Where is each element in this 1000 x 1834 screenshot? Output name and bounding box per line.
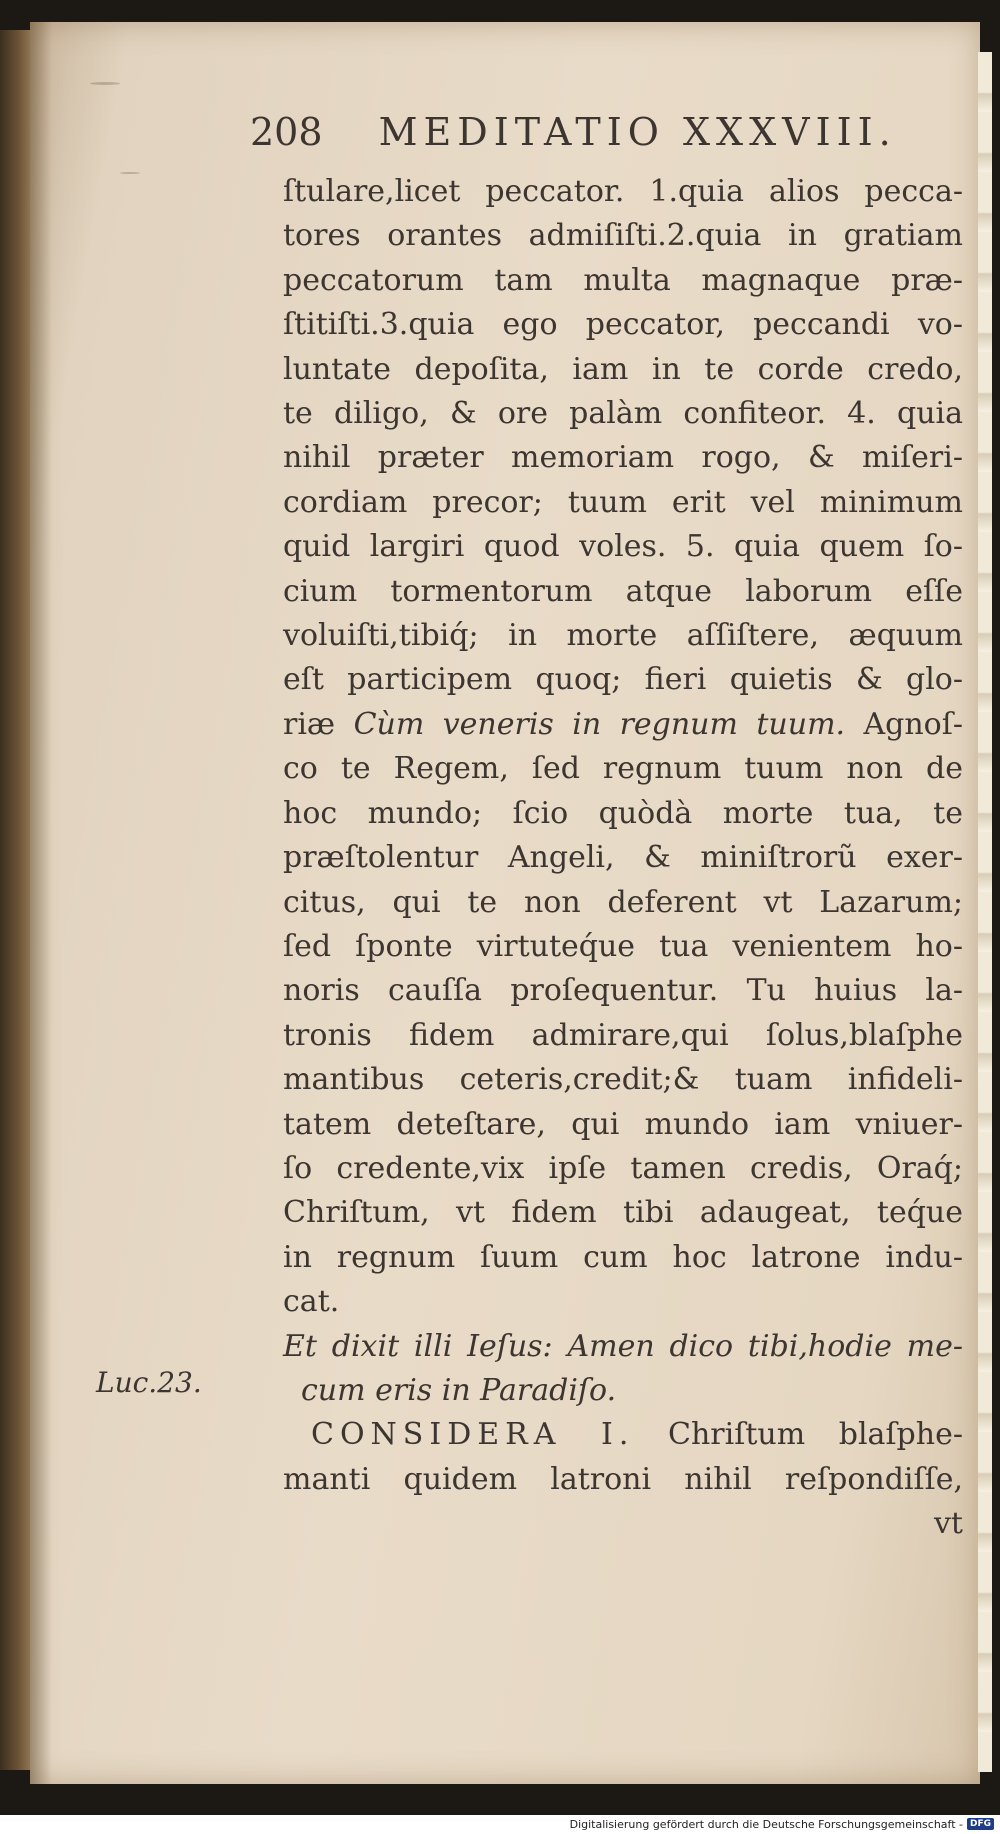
text-line: hoc mundo; ſcio quòdà morte tua, te: [283, 795, 963, 831]
page-edge-right: [978, 52, 992, 1772]
digitization-credit: [570, 1816, 994, 1832]
text-line: citus, qui te non deferent vt Lazarum;: [283, 884, 963, 920]
scripture-line: Et dixit illi Ieſus: Amen dico tibi,hodie me-: [283, 1328, 963, 1364]
dfg-logo: DFG: [967, 1818, 994, 1830]
text-line: mantibus ceteris,credit;& tuam infideli-: [283, 1062, 963, 1098]
text-line: nihil præter memoriam rogo, & miſeri-: [283, 440, 963, 476]
text-line: noris cauſſa proſequentur. Tu huius la-: [283, 973, 963, 1009]
text-line: eſt participem quoq; fieri quietis & glo-: [283, 662, 963, 698]
running-header: [250, 110, 930, 160]
text-line: voluiſti,tibiq́; in morte aſſiſtere, æquum: [283, 618, 963, 654]
page-number: 208: [250, 110, 323, 154]
text-run: Agnoſ-: [863, 706, 963, 742]
book-spine-edge: [0, 30, 30, 1770]
running-title: MEDITATIO XXXVIII.: [378, 110, 897, 154]
text-line: Chriſtum, vt fidem tibi adaugeat, teq́ue: [283, 1195, 963, 1231]
text-line: tatem deteſtare, qui mundo iam vniuer-: [283, 1106, 963, 1142]
text-line: cat.: [283, 1284, 340, 1320]
text-line: te diligo, & ore palàm confiteor. 4. quia: [283, 396, 963, 432]
text-line: co te Regem, ſed regnum tuum non de: [283, 751, 963, 787]
scripture-line: cum eris in Paradiſo.: [301, 1372, 617, 1408]
credit-text: Digitalisierung gefördert durch die Deutsche Forschungsgemeinschaft -: [569, 1817, 963, 1831]
text-run: riæ: [283, 706, 336, 742]
text-line: tores orantes admiſiſti.2.quia in gratiam: [283, 218, 963, 254]
consideration-line: [283, 1413, 963, 1457]
paper-stain: [120, 172, 140, 174]
paper-stain: [90, 82, 120, 85]
text-line: manti quidem latroni nihil reſpondiſſe,: [283, 1461, 963, 1497]
text-line: peccatorum tam multa magnaque præ-: [283, 262, 963, 298]
text-line: ſo credente,vix ipſe tamen credis, Oraq́;: [283, 1150, 963, 1186]
text-line: ſtulare,licet peccator. 1.quia alios pecca-: [283, 174, 963, 209]
text-line: præſtolentur Angeli, & miniſtrorũ exer-: [283, 840, 963, 876]
text-line: quid largiri quod voles. 5. quia quem ſo-: [283, 529, 963, 565]
text-line: ſtitiſti.3.quia ego peccator, peccandi vo-: [283, 307, 963, 343]
italic-quotation: Cùm veneris in regnum tuum.: [353, 706, 846, 742]
page-gutter-shadow: [30, 22, 52, 1784]
catchword: vt: [933, 1506, 963, 1542]
body-text: [283, 170, 963, 1547]
text-line: cium tormentorum atque laborum eſſe: [283, 573, 963, 609]
consideration-label: CONSIDERA I.: [311, 1417, 635, 1453]
text-line: tronis fidem admirare,qui ſolus,blaſphe: [283, 1017, 963, 1053]
text-line: cordiam precor; tuum erit vel minimum: [283, 484, 963, 520]
text-line: ſed ſponte virtuteq́ue tua venientem ho-: [283, 928, 963, 964]
text-line: in regnum ſuum cum hoc latrone indu-: [283, 1239, 963, 1275]
text-run: Chriſtum blaſphe-: [668, 1417, 963, 1453]
text-line-mixed: [283, 703, 963, 747]
text-line: luntate depoſita, iam in te corde credo,: [283, 351, 963, 387]
margin-reference: Luc.23.: [96, 1366, 202, 1399]
